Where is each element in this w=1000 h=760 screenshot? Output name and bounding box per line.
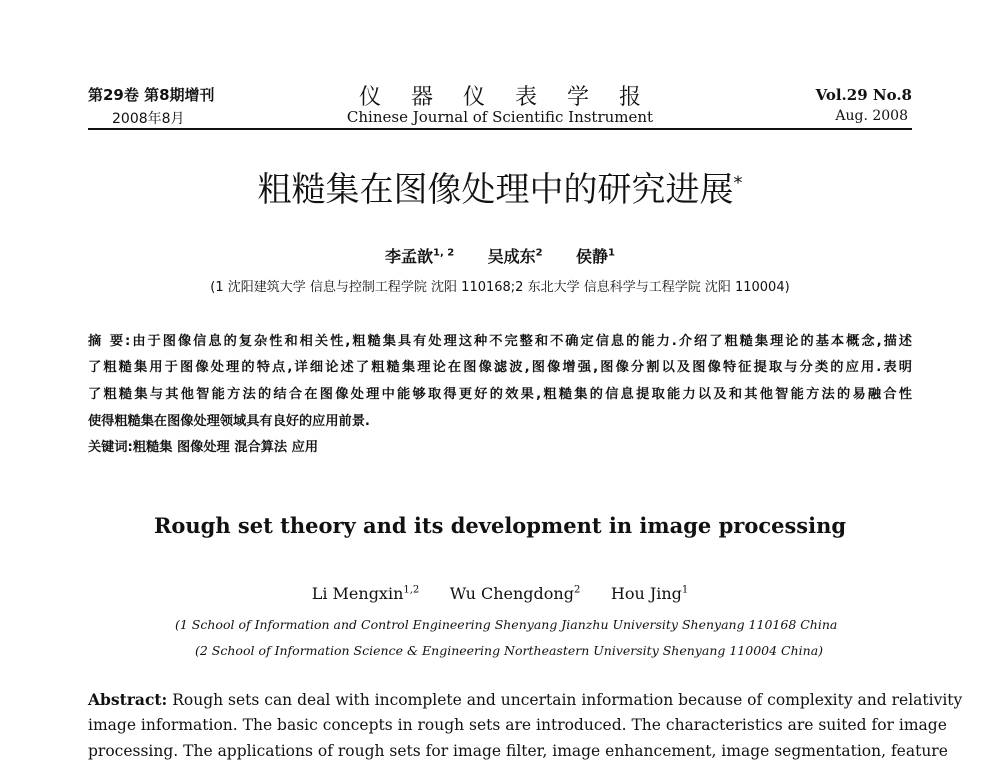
title-cn-text: 粗糙集在图像处理中的研究进展 <box>257 170 734 210</box>
title-footnote-mark: * <box>733 172 743 194</box>
author-en-name: Wu Chengdong <box>449 584 574 603</box>
volume-number-en: Vol.29 No.8 <box>815 86 912 104</box>
abstract-en-line: processing. The applications of rough sets for image filter, image enhancement, image segmentation, feature <box>88 742 948 760</box>
author-en-sup: 1 <box>681 584 689 596</box>
author-en-name: Hou Jing <box>610 584 682 603</box>
abstract-cn-line: 了粗糙集与其他智能方法的结合在图像处理中能够取得更好的效果,粗糙集的信息提取能力以及和其他智能方法的易融合性 <box>88 387 912 402</box>
abstract-en-label: Abstract: <box>88 690 168 709</box>
affiliation-en-2: (2 School of Information Science & Engineering Northeastern University Shenyang 110004 China) <box>195 643 824 658</box>
header-rule <box>88 128 912 130</box>
abstract-cn-line: 了粗糙集用于图像处理的特点,详细论述了粗糙集理论在图像滤波,图像增强,图像分割以及图像特征提取与分类的应用.表明 <box>88 360 912 375</box>
abstract-cn-line: 摘 要:由于图像信息的复杂性和相关性,粗糙集具有处理这种不完整和不确定信息的能力.介绍了粗糙集理论的基本概念,描述 <box>88 334 912 349</box>
author-en-name: Li Mengxin <box>311 584 404 603</box>
keywords-cn: 关键词:粗糙集 图像处理 混合算法 应用 <box>88 440 319 455</box>
publication-date-cn: 2008年8月 <box>112 111 185 127</box>
authors-cn <box>0 244 1000 267</box>
abstract-en-text: Rough sets can deal with incomplete and uncertain information because of complexity and relativity <box>167 691 963 709</box>
author-cn-sup: 1 <box>608 247 616 259</box>
author-cn-name: 吴成东 <box>487 247 536 266</box>
authors-en <box>0 584 1000 603</box>
author-cn-name: 侯静 <box>576 247 609 266</box>
author-en-sup: 1,2 <box>403 584 420 596</box>
author-cn-name: 李孟歆 <box>384 247 433 266</box>
paper-title-en: Rough set theory and its development in image processing <box>153 513 847 538</box>
affiliation-en-1: (1 School of Information and Control Engineering Shenyang Jianzhu University Shenyang 110168 China <box>175 617 838 632</box>
author-en-sup: 2 <box>573 584 581 596</box>
paper-title-cn <box>0 162 1000 211</box>
author-cn-sup: 2 <box>535 247 543 259</box>
abstract-en-line: image information. The basic concepts in rough sets are introduced. The characteristics are suited for image <box>88 716 947 734</box>
journal-name-en: Chinese Journal of Scientific Instrument <box>346 108 654 126</box>
volume-issue: 第29卷 第8期增刊 <box>88 86 215 104</box>
abstract-cn-line: 使得粗糙集在图像处理领域具有良好的应用前景. <box>88 414 370 429</box>
journal-name-cn: 仪器仪表学报 <box>358 85 671 110</box>
affiliation-cn: (1 沈阳建筑大学 信息与控制工程学院 沈阳 110168;2 东北大学 信息科学与工程学院 沈阳 110004) <box>210 280 790 295</box>
author-cn-sup: 1, 2 <box>433 247 455 259</box>
abstract-en-line <box>88 690 963 709</box>
publication-date-en: Aug. 2008 <box>835 108 908 124</box>
